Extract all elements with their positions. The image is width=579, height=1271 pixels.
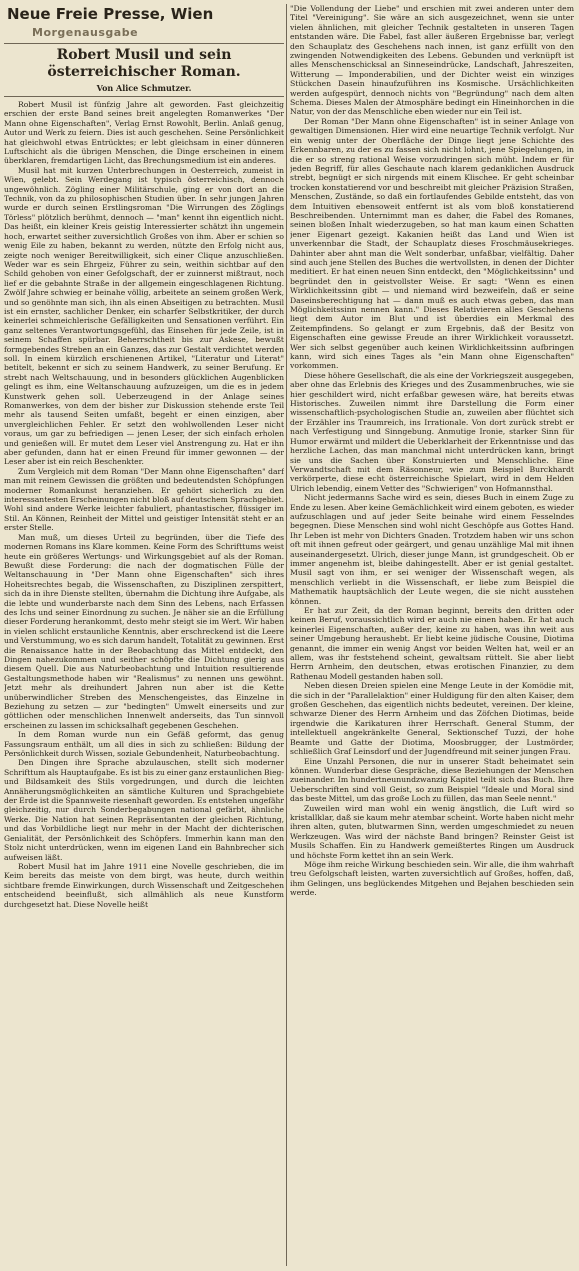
paragraph: In dem Roman wurde nun ein Gefäß geformt, das genug Fassungsraum enthält, um all dies in sich zu schließen: Bildung der Persönlichkeit durch Wissen, soziale Gebundenheit, Naturbeobachtung. [4,730,284,759]
paragraph: Man muß, um dieses Urteil zu begründen, über die Tiefe des modernen Romans ins Klare kommen. Keine Form des Schrifttums weist heute ein größeres Wertungs- und Wirkungsgebiet auf als der Roman. Bewußt diese Forderung: die nach der dogmatischen Fülle der Weltanschauung in "Der Mann ohne Eigenschaften" sich ihres Hoheitsrechtes begab, die Wissenschaften, zu Disziplinen zerspittert, sich da in ihre Dienste stellten, übernahm die Dichtung ihre Aufgabe, als die lebte und wunderbarste nach dem Sinn des Lebens, nach Erfassen des Ichs und seiner Einordnung zu suchen. Je näher sie an die Erfüllung dieser Forderung herankommt, desto mehr steigt sie im Wert. Wir haben in vielen schlicht erstaunliche Kenntnis, aber erschreckend ist die Leere und Verstummung, wo es sich darum handelt, Totalität zu gewinnen. Erst die Renaissance hatte in der Beobachtung das Mittel entdeckt, den Dingen nahezukommen und seither schöpfte die Dichtung gierig aus diesem Quell. Die aus Naturbeobachtung und Intuition resultierende Gestaltungsmethode haben wir "Realismus" zu nennen uns gewöhnt. Jetzt mehr als dreihundert Jahren nun aber ist die Kette unüberwindlicher Streben des Menschengeistes, das Einzelne in Beziehung zu setzen — zur "bedingten" Umwelt einerseits und zur göttlichen oder menschlichen Innenwelt anderseits, das Tun sinnvoll erscheinen zu lassen im schicksalhaft gegebenen Geschehen. [4,532,284,730]
paragraph: Er hat zur Zeit, da der Roman beginnt, bereits den dritten oder keinen Beruf, voraussichtlich wird er auch nie einen haben. Er hat auch keinerlei Eigenschaften, außer der, keine zu haben, was ihn weit aus seiner Umgebung heraushebt. Er liebt keine jüdische Cousine, Diotima genannt, die immer ein wenig Angst vor beiden Welten hat, weil er an allem, was ihr feststehend scheint, gewaltsam rüttelt. Sie aber liebt Herrn Arnheim, den deutschen, etwas erotischen Finanzier, zu dem Rathenau Modell gestanden haben soll. [290,606,574,681]
paragraph: Neben diesen Dreien spielen eine Menge Leute in der Komödie mit, die sich in der "Parallelaktion" einer Huldigung für den alten Kaiser, dem großen Geschehen, das eigentlich nichts bedeutet, vereinen. Der kleine, schwarze Diener des Herrn Arnheim und das Zöfchen Diotimas, beide irgendwie die Karikaturen ihrer Herrschaft. General Stumm, der intellektuell angekränkelte General, Sektionschef Tuzzi, der hohe Beamte und Gatte der Diotima, Moosbrugger, der Lustmörder, schließlich Graf Leinsdorf und der Jugendfreund mit seiner jungen Frau. [290,681,574,757]
paragraph: Musil hat mit kurzen Unterbrechungen in Oesterreich, zumeist in Wien, gelebt. Sein Werdegang ist typisch österreichisch, dennoch ungewöhnlich. Zögling einer Militärschule, ging er von dort an die Technik, von da zu philosophischen Studien über. In sehr jungen Jahren wurde er durch seinen Erstlingsroman "Die Wirrungen des Zöglings Törless" plötzlich berühmt, dennoch — "man" kennt ihn eigentlich nicht. Das heißt, ein kleiner Kreis geistig Interessierter schätzt ihn ungemein hoch, erwartet seither zuversichtlich Großes von ihm. Aber er schien so wenig Eile zu haben, bekannt zu werden, nützte den Erfolg nicht aus, zeigte noch weniger Bereitwilligkeit, sich einer Clique anzuschließen. Weder war es sein Ehrgeiz, Führer zu sein, weithin sichtbar auf den Schild gehoben von einer Gefolgschaft, der er zuinnerst mißtraut, noch lief er die gebahnte Straße in der allgemein eingeschlagenen Richtung. Zwölf Jahre schwieg er beinahe völlig, arbeitete an seinem großen Werk, und so genöhnte man sich, ihn als einen Abseitigen zu betrachten. Musil ist ein ernster, sachlicher Denker, ein scharfer Selbstkritiker, der durch keinerlei schmeichlerische Gefälligkeiten und Sensationen verführt. Ein ganz seltenes Verantwortungsgefühl, das Einsehen für jede Zeile, ist in seinem Schaffen spürbar. Beherrschtheit bis zur Askese, bewußt formgebendes Streben an ein Ganzes, das zur Gestalt verdichtet werden soll. In einem kürzlich erschienenen Artikel, "Literatur und Literat" betitelt, bekennt er sich zu seinem Handwerk, zu seiner Berufung. Er strebt nach Weltschauung, und in besonders glücklichen Augenblicken gelingt es ihm, eine Weltanschauung aufzuzeigen, um die es in jedem Kunstwerk gehen soll. Ueberzeugend in der Anlage seines Romanwerkes, von dem der bisher zur Diskussion stehende erste Teil mehr als tausend Seiten umfaßt, begeht er einen einzigen, aber unvergleichlichen Fehler. Er setzt den wohlwollenden Leser nicht voraus, um gar zu befriedigen — jenen Leser, der sich einfach erholen und genießen will. Er mutet dem Leser viel Anstrengung zu. Hat er ihn aber gefunden, dann hat er einen Freund für immer gewonnen — der Leser aber ist ein reich Beschenkter. [4,165,284,467]
right-column [290,4,574,1266]
paragraph: Robert Musil hat im Jahre 1911 eine Novelle geschrieben, die im Keim bereits das meiste von dem birgt, was heute, durch weithin sichtbare fremde Einwirkungen, durch Wissenschaft und Zeitgeschehen entscheidend beeinflußt, sich allmählich als neue Kunstform durchgesetzt hat. Diese Novelle heißt [4,861,284,909]
edition-stamp: Morgenausgabe [32,26,139,39]
article-headline: Robert Musil und sein österreichischer Roman. [47,47,241,80]
masthead: Neue Freie Presse, Wien [7,5,214,23]
paragraph: Möge ihm reiche Wirkung beschieden sein. Wir alle, die ihm wahrhaft treu Gefolgschaft leisten, warten zuversichtlich auf Großes, hoffen, daß, ihm Gelingen, uns beglückendes Mitgehen und Bejahen beschieden sein werde. [290,859,574,898]
rule [4,96,284,97]
paragraph: Eine Unzahl Personen, die nur in unserer Stadt beheimatet sein können. Wunderbar diese Gespräche, diese Beziehungen der Menschen zueinander. Im hundertneunundzwanzig Kapitel teilt sich das Buch. Ihre Ueberschriften sind voll Geist, so zum Beispiel "Ideale und Moral sind das beste Mittel, um das große Loch zu füllen, das man Seele nennt." [290,756,574,804]
paragraph: Der Roman "Der Mann ohne Eigenschaften" ist in seiner Anlage von gewaltigen Dimensionen. Hier wird eine neuartige Technik verfolgt. Nur ein wenig unter der Oberfläche der Dinge liegt jene Schichte des Erkennbaren, zu der es zu fassen sich nicht lohnt, jene Spiegelungen, in die er so streng rational Weise vorzudringen sich müht. Indem er für jeden Begriff, für alles Geschaute nach klarem gedanklichen Ausdruck strebt, begnügt er sich nirgends mit einem Klischee. Er geht scheinbar trocken konstatierend vor und beschreibt mit gleicher Präzision Straßen, Menschen, Zustände, so daß ein fortlaufendes Gebilde entsteht, das von dem Intuitiven ebensoweit entfernt ist als vom bloß konstatierend Beschreibenden. Unternimmt man es daher, die Fabel des Romanes, seinen bloßen Inhalt wiederzugeben, so hat man kaum einen Schatten jener Eigenart gezeigt. Kakanien heißt das Land und Wien ist unverkennbar die Stadt, der Schauplatz dieses Froschmäusekrieges. Dahinter aber ahnt man die Welt sonderbar, unfaßbar, vielfältig. Daher sind auch jene Stellen des Buches die wertvollsten, in denen der Dichter meditiert. Er hat einen neuen Sinn entdeckt, den "Möglichkeitssinn" und begründet den in geistvollster Weise. Er sagt: "Wenn es einen Wirklichkeitssinn gibt — und niemand wird bezweifeln, daß er seine Daseinsberechtigung hat — dann muß es auch etwas geben, das man Möglichkeitssinn nennen kann." Dieses Relativieren alles Geschehens liegt dem Autor im Blut und ist überdies ein Merkmal des Zeitempfindens. So gelangt er zum Ergebnis, daß der Besitz von Eigenschaften eine gewisse Freude an ihrer Wirklichkeit voraussetzt. Wer sich selbst gegenüber auch keinen Wirklichkeitssinn aufbringen kann, wird sich eines Tages als "ein Mann ohne Eigenschaften" vorkommen. [290,116,574,371]
paragraph: Diese höhere Gesellschaft, die als eine der Vorkriegszeit ausgegeben, aber ohne das Erlebnis des Krieges und des Zusammenbruches, wie sie hier geschildert wird, nicht erfaßbar gewesen wäre, hat bereits etwas Historisches. Zuweilen nimmt ihre Darstellung die Form einer wissenschaftlich-psychologischen Studie an, zuweilen aber flüchtet sich der Erzähler ins Traumreich, ins Irrationale. Von dort zurück strebt er nach Verfestigung und Sinngebung. Anmutige Ironie, starker Sinn für Humor erwärmt und mildert die Ueberklarheit der Erkenntnisse und das herzliche Lachen, das man manchmal nicht unterdrücken kann, bringt sie uns die Sachen über Konstruierten und Menschliche. Eine Verwandtschaft mit dem Räsonneur, wie zum Beispiel Burckhardt verkörperte, diese echt österreichische Spielart, wird in dem Helden Ulrich lebendig, einem Vetter des "Schwierigen" von Hofmannsthal. [290,370,574,493]
paragraph: "Die Vollendung der Liebe" und erschien mit zwei anderen unter dem Titel "Vereinigung". Sie wäre an sich ausgezeichnet, wenn sie unter vielen ähnlichen, mit gleicher Technik gestalteten in unseren Tagen entstanden wäre. Die Fabel, fast aller äußeren Ergebnisse bar, verlegt den Schauplatz des Geschehens nach innen, ist ganz erfüllt von den zwingenden Notwendigkeiten des Lebens. Gebunden und verknüpft ist alles Menschenschicksal an Sinneseindrücke, Landschaft, Jahreszeiten, Witterung — Imponderabilien, und der Dichter weist ein winziges Stückchen Dasein hinaufzuführen ins Kosmische. Ursächlichkeiten werden aufgespürt, dennoch nichts von "Begründung" nach dem alten Schema. Dieses Malen der Atmosphäre bedingt ein Hineinhorchen in die Natur, von der das Menschliche eben wieder nur ein Teil ist. [290,4,574,117]
paragraph: Nicht jedermanns Sache wird es sein, dieses Buch in einem Zuge zu Ende zu lesen. Aber keine Gemächlichkeit wird einem geboten, es wieder aufzuschlagen und auf jeder Seite beinahe wird einem Fesselndes begegnen. Diese Menschen sind wohl nicht Geschöpfe aus Gottes Hand. Ihr Leben ist mehr von Dichters Gnaden. Trotzdem haben wir uns schon oft mit ihnen gefreut oder geärgert, und genau unzählige Mal mit ihnen auseinandergesetzt. Ulrich, dieser junge Mann, ist grundgescheit. Ob er immer angenehm ist, bleibe dahingestellt. Aber er ist genial gestaltet. Musil sagt von ihm, er sei weniger der Wissenschaft wegen, als menschlich verliebt in die Wissenschaft, er liebe zum Beispiel die Mathematik hauptsächlich der Leute wegen, die sie nicht ausstehen können. [290,493,574,606]
paragraph: Zuweilen wird man wohl ein wenig ängstlich, die Luft wird so kristallklar, daß sie kaum mehr atembar scheint. Worte haben nicht mehr ihren alten, guten, blutwarmen Sinn, werden umgeschmiedet zu neuen Werkzeugen. Was wird der nächste Band bringen? Reinster Geist ist Musils Schaffen. Ein zu Handwerk gemeißtertes Ringen um Ausdruck und höchste Form kettet ihn an sein Werk. [290,803,574,860]
paragraph: Zum Vergleich mit dem Roman "Der Mann ohne Eigenschaften" darf man mit reinem Gewissen die größten und bedeutendsten Schöpfungen moderner Romankunst heranziehen. Er gehört sicherlich zu den interessantesten Erscheinungen nicht bloß auf deutschem Sprachgebiet. Wohl sind andere Werke leichter fabuliert, phantastischer, flüssiger im Stil. An Können, Reinheit der Mittel und geistiger Intensität steht er an erster Stelle. [4,466,284,533]
paragraph: Robert Musil ist fünfzig Jahre alt geworden. Fast gleichzeitig erschien der erste Band seines breit angelegten Romanwerkes "Der Mann ohne Eigenschaften", Verlag Ernst Rowohlt, Berlin. Anlaß genug, Autor und Werk zu feiern. Dies ist auch geschehen. Seine Persönlichkeit hat gleichwohl etwas Entrücktes; er lebt gleichsam in einer dünneren Luftschicht als die übrigen Menschen, die Dinge erscheinen in einem überklaren, fremdartigen Licht, das Brechungsmedium ist ein anderes. [4,100,284,166]
column-divider [286,4,287,1266]
paragraph: Den Dingen ihre Sprache abzulauschen, stellt sich moderner Schrifttum als Hauptaufgabe. Es ist bis zu einer ganz erstaunlichen Bieg- und Bildsamkeit des Stils vorgedrungen, und durch die leichten Annäherungsmöglichkeiten an sämtliche Kulturen und Sprachgebiete der Erde ist die Spannweite riesenhaft geworden. Es entstehen ungefähr gleichzeitig, nur durch Sonderbegabungen national gefärbt, ähnliche Werke. Die Nation hat seinen Repräsentanten der gleichen Richtung, und das Vorbildliche liegt nur mehr in der Macht der dichterischen Genialität, der Persönlichkeit des Schöpfers. Immerhin kann man den Stolz nicht unterdrücken, wenn im eigenen Land ein Bahnbrecher sich aufweisen läßt. [4,758,284,862]
left-column [4,4,284,1266]
rule [4,43,284,44]
byline: Von Alice Schmutzer. [96,83,192,93]
